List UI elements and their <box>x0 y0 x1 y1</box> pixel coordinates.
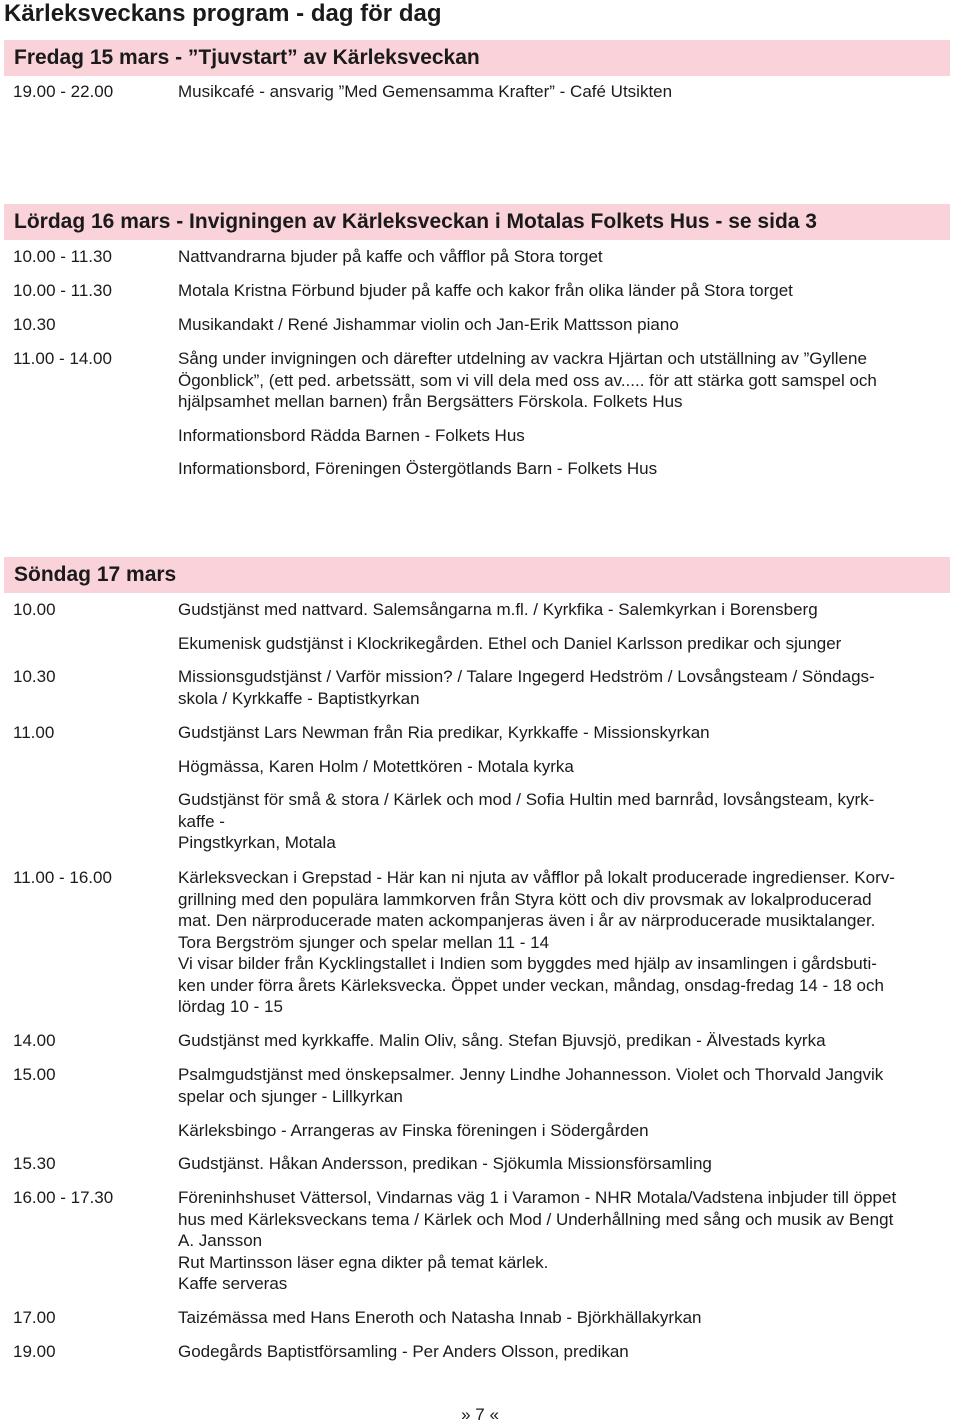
saturday-heading-band <box>4 204 950 240</box>
description-line: grillning med den populära lammkorven från Styra kött och div provsmak av lokalproducerad <box>178 889 872 909</box>
description-line: Kärleksveckan i Grepstad - Här kan ni njuta av våfflor på lokalt producerade ingredienser. Korv- <box>178 868 895 887</box>
description-line: Gudstjänst. Håkan Andersson, predikan - Sjökumla Missionsförsamling <box>178 1154 712 1173</box>
description-line: skola / Kyrkkaffe - Baptistkyrkan <box>178 688 420 708</box>
friday-heading: Fredag 15 mars - ”Tjuvstart” av Kärleksveckan <box>14 46 480 69</box>
description-line: Nattvandrarna bjuder på kaffe och våfflor på Stora torget <box>178 247 603 266</box>
description-line: hus med Kärleksveckans tema / Kärlek och Mod / Underhållning med sång och musik av Bengt <box>178 1209 894 1229</box>
description-line: Psalmgudstjänst med önskepsalmer. Jenny Lindhe Johannesson. Violet och Thorvald Jangvik <box>178 1065 884 1084</box>
description-line: spelar och sjunger - Lillkyrkan <box>178 1086 403 1106</box>
event-description <box>178 1307 928 1329</box>
description-line: kaffe - <box>178 811 225 831</box>
event-time: 10.00 - 11.30 <box>13 247 112 266</box>
description-line: Tora Bergström sjunger och spelar mellan 11 - 14 <box>178 932 550 952</box>
page-number: » 7 « <box>461 1405 499 1424</box>
description-line: Missionsgudstjänst / Varför mission? / Talare Ingegerd Hedström / Lovsångsteam / Söndags- <box>178 667 875 686</box>
event-time: 17.00 <box>13 1308 56 1327</box>
event-time: 11.00 - 16.00 <box>13 868 112 887</box>
description-line: Rut Martinsson läser egna dikter på temat kärlek. <box>178 1252 549 1272</box>
description-line: Kaffe serveras <box>178 1274 288 1293</box>
event-time: 14.00 <box>13 1031 56 1050</box>
description-line: Godegårds Baptistförsamling - Per Anders Olsson, predikan <box>178 1342 629 1361</box>
description-line: Musikcafé - ansvarig ”Med Gemensamma Krafter” - Café Utsikten <box>178 82 673 101</box>
description-line: Musikandakt / René Jishammar violin och Jan-Erik Mattsson piano <box>178 315 679 334</box>
event-description <box>178 1030 928 1052</box>
event-description <box>178 1341 928 1363</box>
description-line: A. Jansson <box>178 1231 263 1250</box>
friday-heading-band <box>4 40 950 76</box>
event-time: 10.00 <box>13 600 56 619</box>
event-description <box>178 458 928 480</box>
event-description <box>178 756 928 778</box>
description-line: Gudstjänst Lars Newman från Ria predikar, Kyrkkaffe - Missionskyrkan <box>178 723 710 742</box>
event-description <box>178 722 928 744</box>
description-line: Ögonblick”, (ett ped. arbetssätt, som vi vill dela med oss av..... för att stärka gott samspel och <box>178 370 877 390</box>
saturday-heading: Lördag 16 mars - Invigningen av Kärleksveckan i Motalas Folkets Hus - se sida 3 <box>14 210 817 233</box>
event-time: 11.00 <box>13 723 55 742</box>
description-line: Pingstkyrkan, Motala <box>178 833 336 852</box>
event-description <box>178 599 928 621</box>
event-description <box>178 867 928 1018</box>
description-line: Föreninhshuset Vättersol, Vindarnas väg 1 i Varamon - NHR Motala/Vadstena inbjuder till öppet <box>178 1188 897 1207</box>
description-line: lördag 10 - 15 <box>178 997 283 1016</box>
event-time: 10.30 <box>13 315 56 334</box>
event-description <box>178 81 928 103</box>
sunday-heading-band <box>4 557 950 593</box>
event-description <box>178 1187 928 1295</box>
event-time: 15.00 <box>13 1065 56 1084</box>
description-line: Informationsbord, Föreningen Östergötlands Barn - Folkets Hus <box>178 459 658 478</box>
event-description <box>178 1153 928 1175</box>
page-title: Kärleksveckans program - dag för dag <box>4 0 442 27</box>
description-line: Gudstjänst med kyrkkaffe. Malin Oliv, sång. Stefan Bjuvsjö, predikan - Älvestads kyrka <box>178 1031 826 1050</box>
description-line: Taizémässa med Hans Eneroth och Natasha Innab - Björkhällakyrkan <box>178 1308 702 1327</box>
description-line: Kärleksbingo - Arrangeras av Finska föreningen i Södergården <box>178 1121 649 1140</box>
description-line: Motala Kristna Förbund bjuder på kaffe och kakor från olika länder på Stora torget <box>178 281 793 300</box>
event-time: 19.00 <box>13 1342 56 1361</box>
event-time: 15.30 <box>13 1154 56 1173</box>
event-description <box>178 348 928 413</box>
event-description <box>178 425 928 447</box>
event-time: 10.00 - 11.30 <box>13 281 112 300</box>
description-line: Högmässa, Karen Holm / Motettkören - Motala kyrka <box>178 757 574 776</box>
event-description <box>178 1120 928 1142</box>
event-description <box>178 280 928 302</box>
event-description <box>178 246 928 268</box>
event-description <box>178 314 928 336</box>
event-description <box>178 633 928 655</box>
event-description <box>178 789 928 854</box>
description-line: Informationsbord Rädda Barnen - Folkets Hus <box>178 426 525 445</box>
event-time: 10.30 <box>13 667 56 686</box>
event-time: 16.00 - 17.30 <box>13 1188 114 1207</box>
description-line: ken under förra årets Kärleksvecka. Öppet under veckan, måndag, onsdag-fredag 14 - 18 och <box>178 975 884 995</box>
event-time: 11.00 - 14.00 <box>13 349 112 368</box>
description-line: Gudstjänst med nattvard. Salemsångarna m.fl. / Kyrkfika - Salemkyrkan i Borensberg <box>178 600 818 619</box>
description-line: Gudstjänst för små & stora / Kärlek och mod / Sofia Hultin med barnråd, lovsångsteam, kyrk- <box>178 790 875 809</box>
event-description <box>178 1064 928 1107</box>
event-description <box>178 666 928 709</box>
description-line: Ekumenisk gudstjänst i Klockrikegården. Ethel och Daniel Karlsson predikar och sjunger <box>178 634 842 653</box>
description-line: hjälpsamhet mellan barnen) från Bergsätters Förskola. Folkets Hus <box>178 392 683 411</box>
description-line: Sång under invigningen och därefter utdelning av vackra Hjärtan och utställning av ”Gyllene <box>178 349 867 368</box>
sunday-heading: Söndag 17 mars <box>14 563 177 586</box>
description-line: mat. Den närproducerade maten ackompanjeras även i år av närproducerade musiktalanger. <box>178 911 876 930</box>
description-line: Vi visar bilder från Kycklingstallet i Indien som byggdes med hjälp av insamlingen i gårdsbuti- <box>178 954 877 973</box>
event-time: 19.00 - 22.00 <box>13 82 114 101</box>
